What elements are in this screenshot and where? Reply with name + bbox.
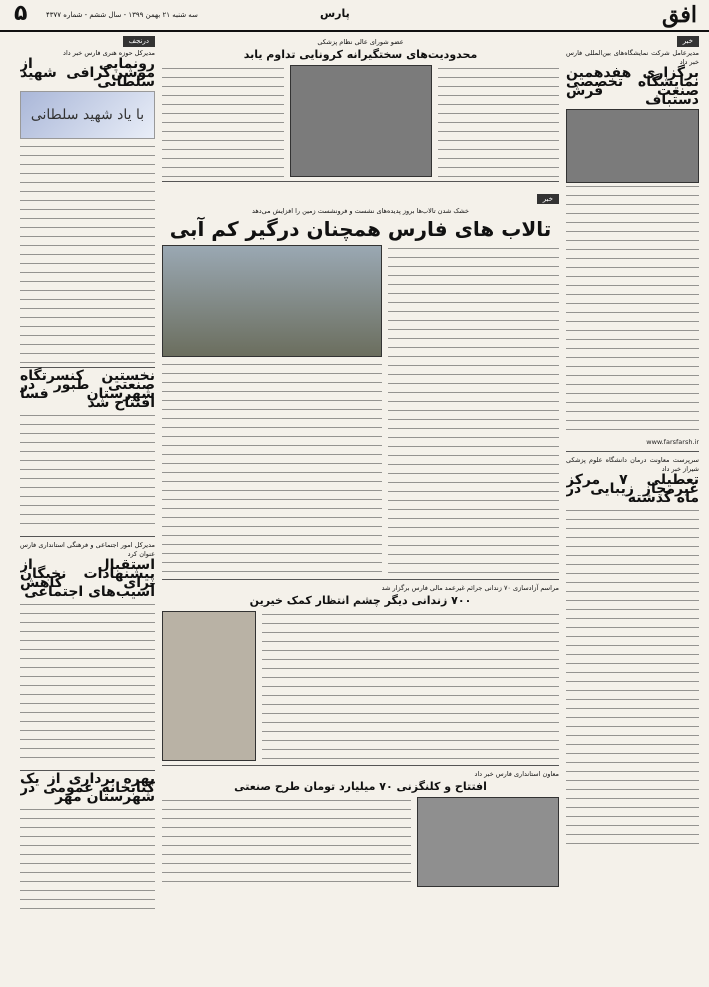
ceremony-photo: [162, 611, 256, 761]
article-text: [438, 65, 560, 177]
article-text: [162, 65, 284, 177]
calligraphy-banner: با یاد شهید سلطانی: [20, 91, 155, 139]
headline: نخستین کنسرتگاه صنعتی طبور در شهرستان فسا افتتاح شد: [20, 368, 155, 411]
article-text: [20, 143, 155, 363]
kicker: مراسم آزادسازی ۷۰ زندانی جرائم غیرعمد مالی فارس برگزار شد: [381, 584, 559, 592]
page-header: [0, 0, 709, 32]
headline: استقبال از پیشنهادات نخبگان برای کاهش آسیب‌های اجتماعی: [20, 557, 155, 600]
section-title: پارس: [320, 7, 350, 20]
story-label: خبر: [537, 194, 559, 204]
kicker: معاون استانداری فارس خبر داد: [474, 770, 559, 778]
article-text: [162, 797, 411, 887]
kicker: سرپرست معاونت درمان دانشگاه علوم پزشکی شیراز خبر داد: [566, 456, 699, 473]
article-text: [262, 611, 559, 761]
article-text: [566, 507, 699, 847]
headline: تعطیلی ۷ مرکز غیرمجاز زیبایی در ماه گذشته: [566, 472, 699, 506]
article-text: [20, 806, 155, 916]
news-photo: [290, 65, 432, 177]
official-photo: [417, 797, 559, 887]
page-number: ۵: [14, 1, 28, 26]
headline: رونمایی از موشن‌گرافی شهید سلطانی: [20, 56, 155, 90]
kicker: عضو شورای عالی نظام پزشکی: [317, 38, 404, 46]
article-text: [20, 601, 155, 766]
column-label: درنجف: [123, 36, 155, 47]
news-photo: [566, 109, 699, 183]
kicker: مدیرکل حوزه هنری فارس خبر داد: [63, 49, 155, 57]
article-text: [162, 361, 382, 575]
headline: بهره برداری از یک کتابخانه عمومی در شهرستان مهر: [20, 771, 155, 805]
headline: افتتاح و کلنگزنی ۷۰ میلیارد تومان طرح صنعتی: [234, 780, 487, 793]
dateline: سه شنبه ۲۱ بهمن ۱۳۹۹ - سال ششم - شماره ۴۳۷۷: [46, 11, 198, 19]
website-link[interactable]: www.farsfarsh.ir: [646, 438, 699, 446]
left-column: [20, 36, 155, 979]
article-text: [388, 245, 559, 575]
right-column: [566, 36, 699, 979]
headline: تالاب های فارس همچنان درگیر کم آبی: [169, 217, 552, 241]
kicker: مدیرعامل شرکت نمایشگاه‌های بین‌المللی فارس خبر داد: [566, 49, 699, 66]
main-area: [162, 36, 559, 979]
headline: ۷۰۰ زندانی دیگر چشم انتظار کمک خیرین: [249, 594, 472, 607]
kicker: مدیرکل امور اجتماعی و فرهنگی استانداری فارس عنوان کرد: [20, 541, 155, 558]
headline: محدودیت‌های سختگیرانه کرونایی تداوم یابد: [243, 48, 478, 61]
newspaper-logo: افق: [662, 2, 697, 28]
article-text: [566, 183, 699, 438]
kicker: خشک شدن تالاب‌ها بروز پدیده‌های نشست و فرونشست زمین را افزایش می‌دهد: [251, 207, 470, 215]
article-text: [20, 412, 155, 532]
lake-photo: [162, 245, 382, 357]
column-label: خبر: [677, 36, 699, 47]
headline: برگزاری هفدهمین نمایشگاه تخصصی صنعت فرش دستباف: [566, 65, 699, 108]
